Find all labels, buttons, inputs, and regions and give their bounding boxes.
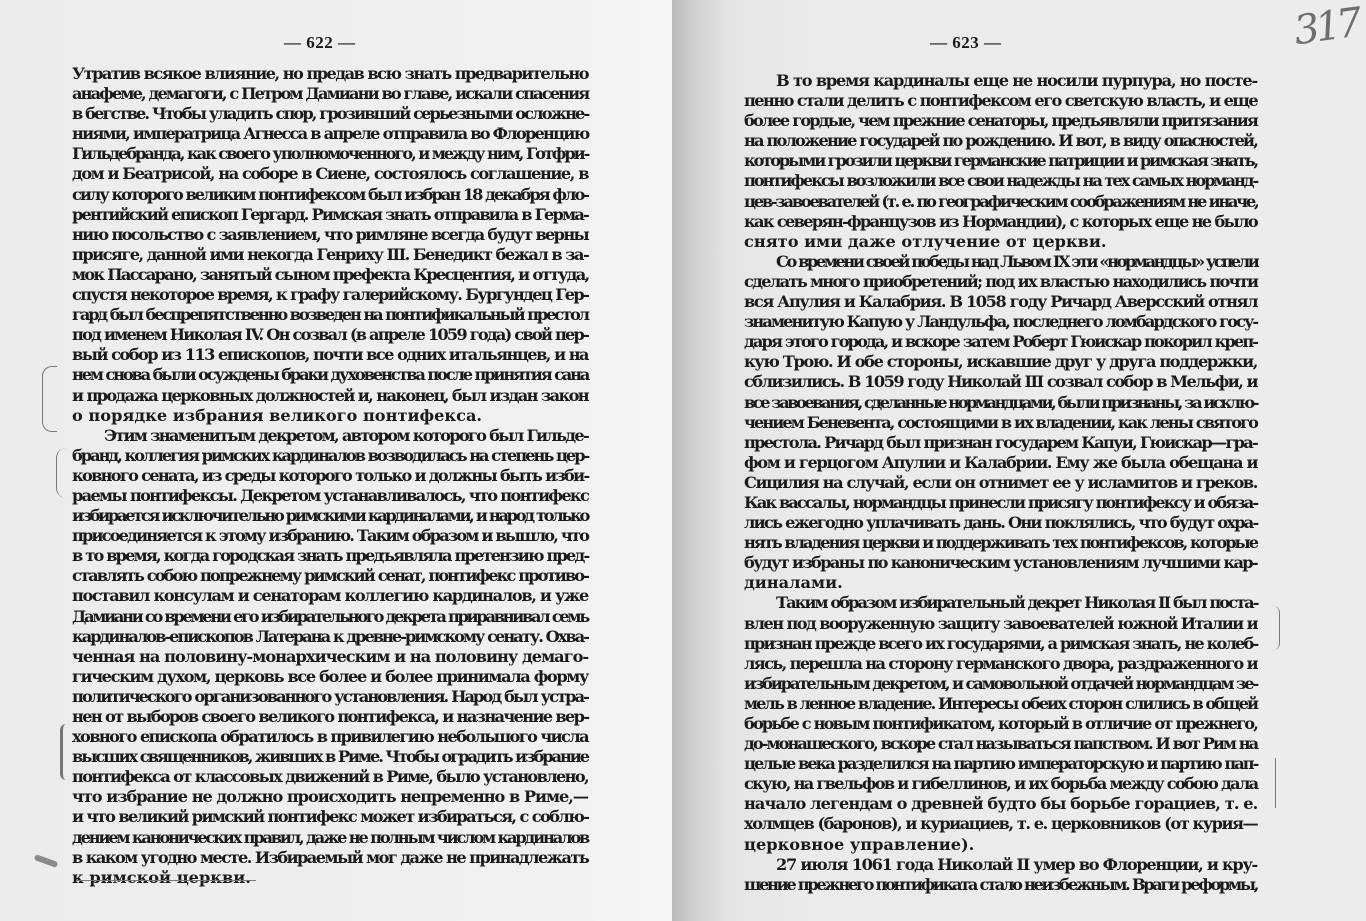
text-line: и продажа церковных должностей и, наконец, был издан закон (72, 385, 588, 405)
text-line: знаменитую Капую у Ландульфа, последнего ломбардского госу- (744, 312, 1258, 332)
text-line: начало легендам о древней будто бы борьбе горациев, т. е. (744, 794, 1258, 814)
text-line: понтифексы возложили все свои надежды на тех самых норманд- (744, 171, 1258, 191)
text-line: в каком угодно месте. Избираемый мог даже не принадлежать (72, 847, 589, 867)
text-line: чением Беневента, состоящими в их владении, как лены святого (744, 412, 1258, 432)
text-line: Со времени своей победы над Львом IX эти «нормандцы» успели (776, 251, 1258, 271)
text-line: диналами. (744, 573, 843, 593)
text-line: бранд, коллегия римских кардиналов возводилась на степень цер- (72, 445, 589, 465)
text-line: кардиналов-епископов Латерана к древне-римскому сенату. Охва- (72, 626, 588, 646)
text-line: В то время кардиналы еще не носили пурпура, но посте- (776, 71, 1257, 90)
text-line: снято ими даже отлучение от церкви. (744, 231, 1107, 251)
text-line: что избрание не должно происходить непременно в Риме,— (72, 787, 588, 807)
page-body-text (72, 64, 588, 888)
handwritten-page-number: 317 (1290, 0, 1361, 55)
text-line: поставил консулам и сенаторам коллегию кардиналов, и уже (72, 586, 588, 606)
text-line: сблизились. В 1059 году Николай III созвал собор в Мельфи, и (744, 372, 1257, 392)
margin-bracket-mark (42, 366, 57, 432)
text-line: лясь, перешла на сторону германского двора, раздраженного и (744, 653, 1257, 673)
text-line: будут избраны по каноническим установлениям лучшими кар- (744, 553, 1257, 573)
text-line: избирательным декретом, и самовольной отдачей нормандцам зе- (744, 673, 1258, 693)
margin-bracket-mark (56, 448, 71, 498)
text-line: влен под вооруженную защиту завоевателей южной Италии и (744, 613, 1258, 633)
text-line: Гильдебранда, как своего уполномоченного, и между ним, Готфри- (72, 144, 589, 164)
text-line: высших священников, живших в Риме. Чтобы оградить избрание (72, 747, 588, 767)
text-line: все завоевания, сделанные нормандцами, были признаны, за исклю- (744, 392, 1257, 412)
text-line: на положение государей по рождению. И вот, в виду опасностей, (744, 131, 1257, 151)
text-line: кую Трою. И обе стороны, искавшие друг у друга поддержки, (744, 352, 1257, 372)
text-line: раемы понтифексы. Декретом устанавливалось, что понтифекс (72, 485, 589, 505)
text-line: даря этого города, и вскоре затем Роберт Гюискар покорил креп- (744, 332, 1258, 352)
text-line: Таким образом избирательный декрет Николая II был поста- (776, 593, 1258, 613)
text-line: в то время, когда городская знать предъявляла претензию пред- (72, 546, 589, 566)
text-line: пенно стали делить с понтифексом его светскую власть, и еще (744, 91, 1258, 111)
text-line: Этим знаменитым декретом, автором которого был Гильде- (104, 425, 588, 445)
text-line: холмцев (баронов), и куриациев, т. е. церковников (от курия— (744, 814, 1258, 834)
text-line: ставлять собою попрежнему римский сенат, понтифекс противо- (72, 566, 588, 586)
margin-bracket-mark (1273, 606, 1280, 650)
text-line: избирается исключительно римскими кардиналами, и народ только (72, 506, 588, 526)
text-line: о порядке избрания великого понтифекса. (72, 405, 483, 425)
text-line: фом и герцогом Апулии и Калабрии. Ему же была обещана и (744, 452, 1258, 472)
text-line: как северян-французов из Нормандии), с которых еще не было (744, 211, 1257, 231)
text-line: которыми грозили церкви германские патриции и римская знать, (744, 151, 1257, 171)
left-page (0, 0, 672, 921)
text-line: Утратив всякое влияние, но предав всю знать предварительно (72, 64, 588, 83)
text-line: скую, на гвельфов и гибеллинов, и их борьба между собою дала (744, 774, 1258, 794)
text-line: ченная на половину-монархическим и на половину демаго- (72, 646, 589, 666)
text-line: и что великий римский понтифекс может избираться, с соблю- (72, 807, 589, 827)
text-line: признан прежде всего их государями, а римская знать, не колеб- (744, 633, 1258, 653)
margin-bracket-mark (1271, 758, 1276, 808)
text-line: ковного сената, из среды которого только и должны быть изби- (72, 465, 589, 485)
text-line: нию посольство с заявлением, что римляне всегда будут верны (72, 224, 589, 244)
text-line: нен от выборов своего великого понтифекса, и назначение вер- (72, 707, 589, 726)
text-line: 27 июля 1061 года Николай II умер во Флоренции, и кру- (776, 854, 1257, 874)
arrow-pencil-mark (34, 854, 59, 868)
text-line: ховного епископа обратилось в привилегию небольшого числа (72, 727, 588, 747)
text-line: вый собор из 113 епископов, почти все одних итальянцев, и на (72, 345, 588, 365)
text-line: сделать много приобретений; под их властью находились почти (744, 271, 1258, 291)
text-line: понтифекса от классовых движений в Риме, было установлено, (72, 767, 588, 787)
text-line: Как вассалы, нормандцы принесли присягу понтифексу и обяза- (744, 492, 1258, 512)
text-line: Дамиани со времени его избирательного декрета приравнивал семь (72, 606, 588, 626)
text-line: лись ежегодно уплачивать дань. Они поклялись, что будут охра- (744, 513, 1258, 533)
text-line: под именем Николая IV. Он созвал (в апреле 1059 года) свой пер- (72, 325, 589, 345)
text-line: до-монашеского, вскоре стал называться папством. И вот Рим на (744, 734, 1258, 754)
page-body-text (744, 71, 1257, 895)
text-line: целые века разделился на партию императорскую и партию пап- (744, 754, 1258, 774)
text-line: мель в ленное владение. Интересы обеих сторон слились в общей (744, 693, 1257, 713)
text-line: нем снова были осуждены браки духовенства после принятия сана (72, 365, 589, 385)
text-line: в бегстве. Чтобы уладить спор, грозивший серьезными осложне- (72, 104, 589, 124)
text-line: более гордые, чем прежние сенаторы, предъявляли притязания (744, 111, 1257, 131)
text-line: анафеме, демагоги, с Петром Дамиани во главе, искали спасения (72, 84, 589, 104)
text-line: вся Апулия и Калабрия. В 1058 году Ричард Аверсский отнял (744, 292, 1258, 312)
text-line: спустя некоторое время, к графу галерийскому. Бургундец Гер- (72, 285, 589, 305)
text-line: Сицилия на случай, если он отнимет ее у исламитов и греков. (744, 472, 1257, 492)
text-line: престола. Ричард был признан государем Капуи, Гюискар—гра- (744, 432, 1257, 452)
text-line: ниями, императрица Агнесса в апреле отправила во Флоренцию (72, 124, 589, 144)
underline-pencil-mark (76, 880, 256, 883)
text-line: политического организованного установления. Народ был устра- (72, 686, 588, 706)
text-line: цев-завоевателей (т. е. по географическим соображениям не иначе, (744, 191, 1258, 211)
text-line: присяге, данной ими некогда Генриху III. Бенедикт бежал в за- (72, 244, 589, 264)
text-line: рентийский епископ Гергард. Римская знать отправила в Герма- (72, 204, 588, 224)
text-line: гическим духом, церковь все более и более принимала форму (72, 666, 588, 686)
text-line: церковное управление). (744, 834, 975, 854)
page-number: — 622 — (284, 33, 356, 52)
text-line: шение прежнего понтификата стало неизбежным. Враги реформы, (744, 874, 1258, 894)
text-line: борьбе с новым понтификатом, который в отличие от прежнего, (744, 714, 1257, 733)
text-line: дением канонических правил, даже не полным числом кардиналов (72, 827, 589, 847)
page-number: — 623 — (930, 33, 1002, 52)
margin-bracket-mark (60, 724, 71, 780)
text-line: дом и Беатрисой, на соборе в Сиене, состоялось соглашение, в (72, 164, 588, 184)
text-line: гард был беспрепятственно возведен на понтификальный престол (72, 305, 588, 325)
text-line: к римской церкви. (72, 867, 251, 887)
text-line: присоединяется к этому избранию. Таким образом и вышло, что (72, 526, 589, 546)
text-line: нять владения церкви и поддерживать тех понтифексов, которые (744, 533, 1257, 553)
right-page (672, 0, 1366, 921)
text-line: мок Пассарано, занятый сыном префекта Кресцентия, и оттуда, (72, 264, 589, 284)
text-line: силу которого великим понтифексом был избран 18 декабря фло- (72, 184, 589, 204)
